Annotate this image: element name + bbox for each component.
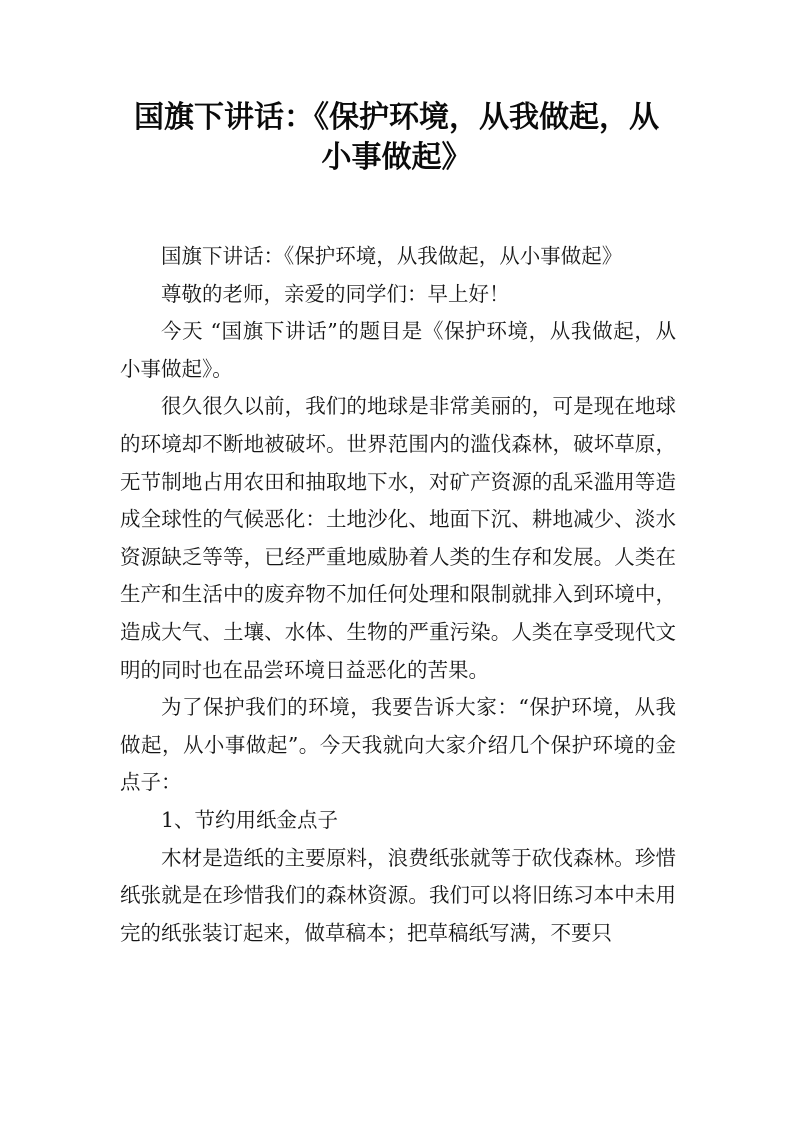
- paragraph-earth-environment: 很久很久以前，我们的地球是非常美丽的，可是现在地球的环境却不断地被破坏。世界范围内的滥伐森林，破坏草原，无节制地占用农田和抽取地下水，对矿产资源的乱采滥用等造成全球性的气候恶化：土地沙化、地面下沉、耕地减少、淡水资源缺乏等等，已经严重地威胁着人类的生存和发展。人类在生产和生活中的废弃物不加任何处理和限制就排入到环境中，造成大气、土壤、水体、生物的严重污染。人类在享受现代文明的同时也在品尝环境日益恶化的苦果。: [120, 394, 676, 682]
- paragraph-call-to-action: 为了保护我们的环境，我要告诉大家：“保护环境，从我做起，从小事做起”。今天我就向大家介绍几个保护环境的金点子：: [120, 695, 676, 795]
- title-line-2: 小事做起》: [321, 140, 472, 175]
- paragraph-save-paper: 木材是造纸的主要原料，浪费纸张就等于砍伐森林。珍惜纸张就是在珍惜我们的森林资源。我们可以将旧练习本中未用完的纸张装订起来，做草稿本；把草稿纸写满，不要只: [120, 845, 676, 945]
- document-body: [120, 238, 676, 952]
- title-line-1: 国旗下讲话：《保护环境，从我做起，从: [134, 100, 659, 135]
- paragraph-heading-save-paper: 1、节约用纸金点子: [161, 807, 339, 832]
- paragraph-greeting: 尊敬的老师，亲爱的同学们：早上好！: [161, 281, 510, 306]
- document-title: [100, 98, 693, 178]
- paragraph-topic: 今天 “国旗下讲话”的题目是《保护环境，从我做起，从小事做起》。: [120, 319, 676, 381]
- paragraph-subtitle: 国旗下讲话：《保护环境，从我做起，从小事做起》: [161, 244, 623, 268]
